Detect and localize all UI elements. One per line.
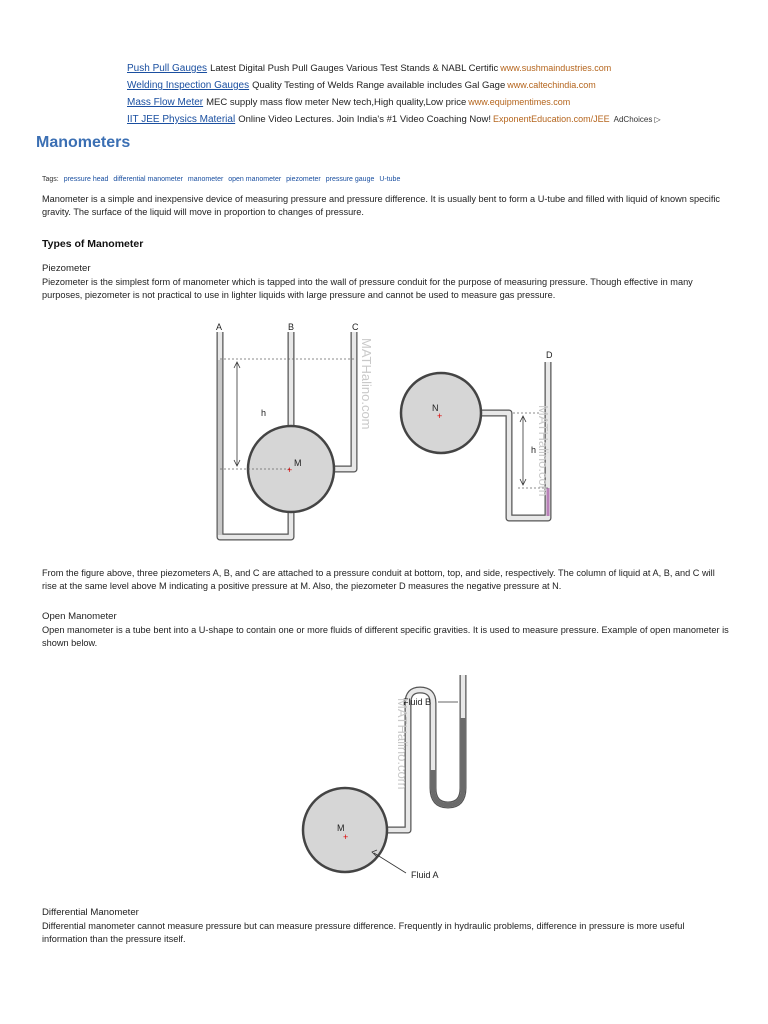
ad-link-iit-jee[interactable]: IIT JEE Physics Material — [127, 114, 236, 125]
tags-label: Tags: — [42, 176, 59, 183]
ad-description: Latest Digital Push Pull Gauges Various Test Stands & NABL Certific — [210, 63, 499, 74]
adchoices-text: AdChoices — [613, 115, 653, 124]
open-manometer-figure — [300, 670, 480, 890]
open-manometer-heading: Open Manometer — [42, 611, 117, 622]
tag-link[interactable]: open manometer — [228, 176, 282, 183]
conduit-m — [303, 788, 387, 872]
ad-description: Online Video Lectures. Join India's #1 Video Coaching Now! — [238, 114, 492, 125]
watermark: MATHalino.com — [536, 405, 551, 497]
watermark: MATHalino.com — [395, 698, 410, 790]
fluid-a-pointer — [374, 853, 406, 873]
adchoices-icon: ▷ — [654, 115, 661, 124]
ad-row — [127, 111, 727, 128]
tube-c-outline — [330, 332, 354, 469]
tag-link[interactable]: pressure head — [63, 176, 109, 183]
adchoices-label[interactable] — [614, 115, 661, 124]
label-n: N — [432, 403, 439, 413]
tags-list — [42, 176, 400, 183]
ad-row — [127, 94, 727, 111]
ad-links — [127, 60, 727, 128]
intro-paragraph: Manometer is a simple and inexpensive device of measuring pressure and pressure difference. It is usually bent to form a U-tube and filled with liquid of known specific gravity. The surface of the liquid will move in proportion to changes of pressure. — [42, 194, 721, 217]
center-mark-icon: + — [287, 465, 293, 475]
differential-manometer-heading: Differential Manometer — [42, 907, 139, 918]
types-heading: Types of Manometer — [42, 238, 144, 250]
piezometer-paragraph: Piezometer is the simplest form of manometer which is tapped into the wall of pressure conduit for the purpose of measuring pressure. Though effective in many purposes, piezometer is not practical to use in lighter liquids with large pressure and cannot be used to measure gas pressure. — [42, 277, 693, 300]
label-m: M — [337, 823, 345, 833]
ad-link-welding-inspection[interactable]: Welding Inspection Gauges — [127, 80, 250, 91]
label-h: h — [531, 445, 537, 455]
label-h: h — [261, 408, 267, 418]
page-title: Manometers — [36, 134, 131, 151]
ad-description: Quality Testing of Welds Range available includes Gal Gage — [252, 80, 506, 91]
fluid-b-column — [433, 718, 463, 805]
tag-link[interactable]: pressure gauge — [325, 176, 375, 183]
ad-link-push-pull-gauges[interactable]: Push Pull Gauges — [127, 63, 208, 74]
differential-manometer-paragraph: Differential manometer cannot measure pressure but can measure pressure difference. Frequently in hydraulic problems, difference in pressure is more useful information than the pressure itself. — [42, 921, 685, 944]
watermark: MATHalino.com — [359, 338, 374, 430]
label-m: M — [294, 458, 302, 468]
open-manometer-paragraph: Open manometer is a tube bent into a U-shape to contain one or more fluids of different specific gravities. It is used to measure pressure. Example of open manometer is shown below. — [42, 625, 729, 648]
label-c: C — [352, 322, 359, 332]
label-b: B — [288, 322, 295, 332]
ad-url[interactable]: ExponentEducation.com/JEE — [493, 114, 610, 124]
ad-link-mass-flow-meter[interactable]: Mass Flow Meter — [127, 97, 204, 108]
ad-description: MEC supply mass flow meter New tech,High quality,Low price — [206, 97, 467, 108]
piezometer-figure-paragraph: From the figure above, three piezometers A, B, and C are attached to a pressure conduit at bottom, top, and side, respectively. The column of liquid at A, B, and C will rise at the same level above M indicating a positive pressure at M. Also, the piezometer D measures the negative pressure at N. — [42, 568, 715, 591]
label-fluid-a: Fluid A — [411, 870, 439, 880]
center-mark-icon: + — [343, 832, 349, 842]
tag-link[interactable]: U-tube — [379, 176, 401, 183]
piezometer-heading: Piezometer — [42, 263, 91, 274]
label-d: D — [546, 350, 553, 360]
label-a: A — [216, 322, 223, 332]
tube-c-inner — [330, 332, 354, 469]
ad-url[interactable]: www.sushmaindustries.com — [500, 63, 612, 73]
tag-link[interactable]: manometer — [187, 176, 224, 183]
ad-url[interactable]: www.equipmentimes.com — [468, 97, 571, 107]
ad-url[interactable]: www.caltechindia.com — [507, 80, 596, 90]
label-fluid-b: Fluid B — [403, 697, 432, 707]
tag-link[interactable]: piezometer — [286, 176, 321, 183]
ad-row — [127, 77, 727, 94]
tag-link[interactable]: differential manometer — [113, 176, 183, 183]
piezometer-figure — [200, 318, 570, 548]
center-mark-icon: + — [437, 411, 443, 421]
ad-row — [127, 60, 727, 77]
